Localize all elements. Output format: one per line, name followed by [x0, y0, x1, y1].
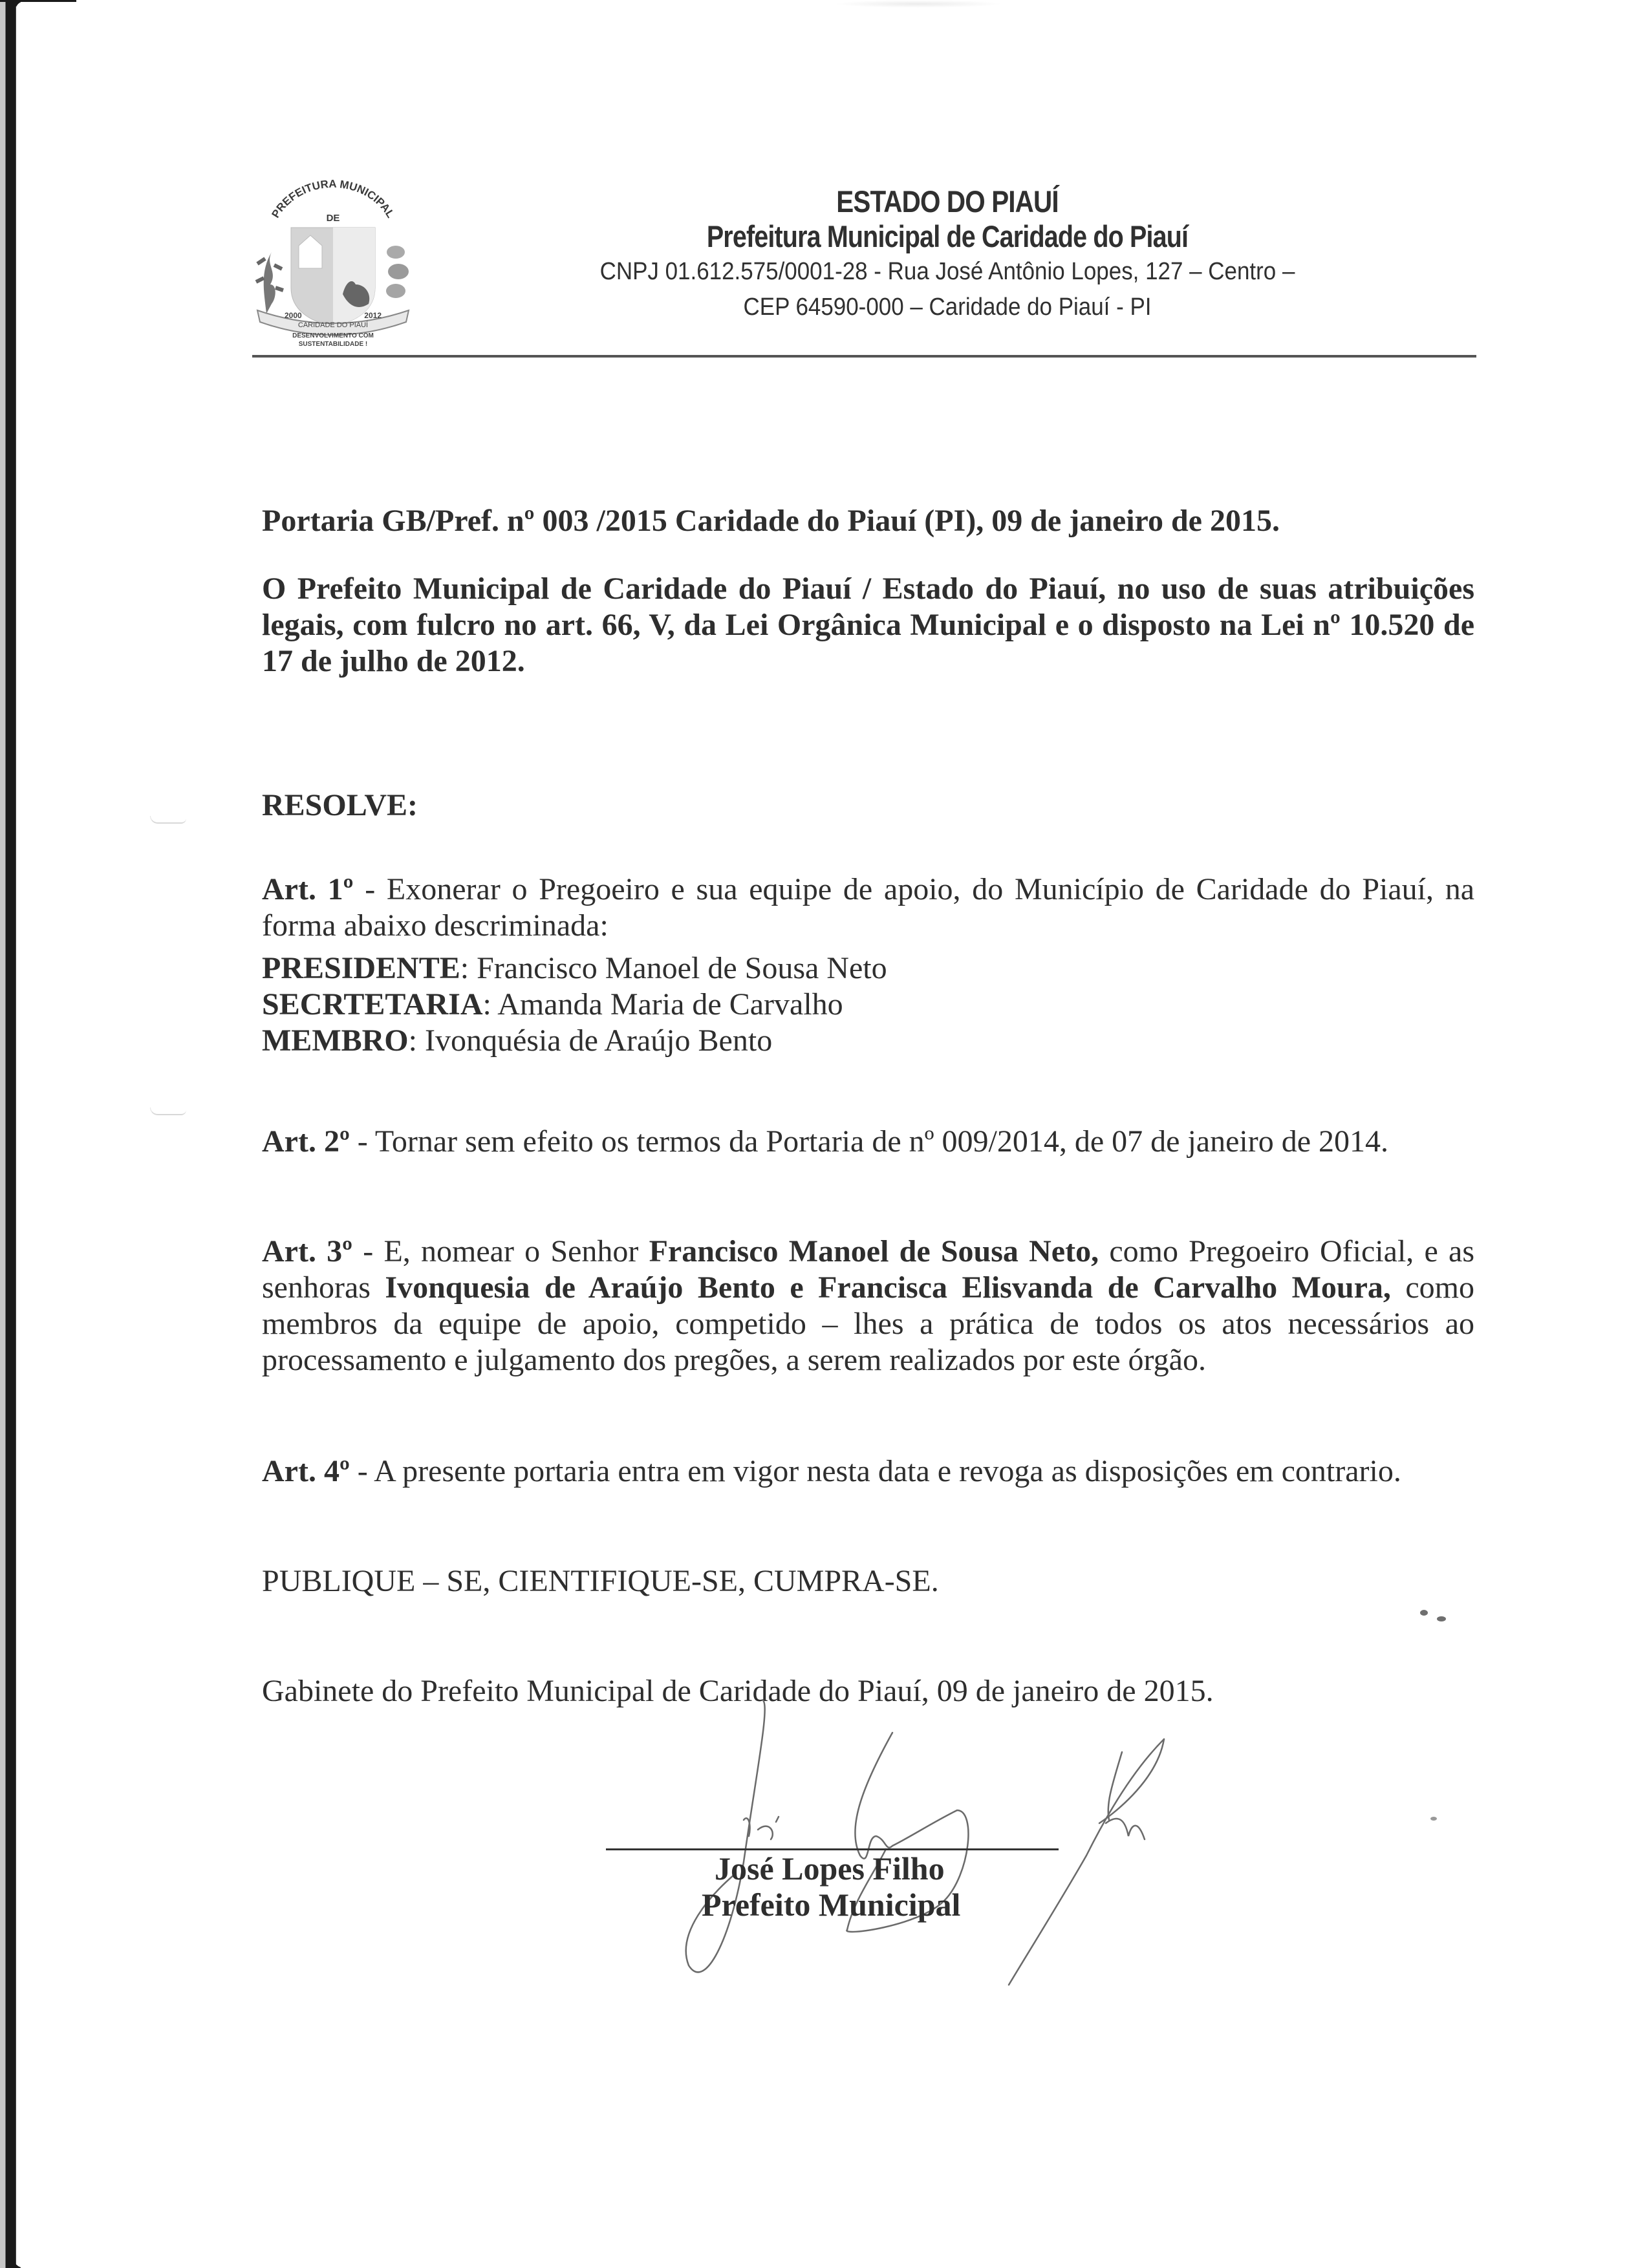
signatory-name: José Lopes Filho — [715, 1850, 945, 1887]
signatory-title: Prefeito Municipal — [702, 1887, 961, 1923]
member-item — [262, 987, 1474, 1023]
ink-speck — [1437, 1616, 1446, 1621]
preamble: O Prefeito Municipal de Caridade do Piauí / Estado do Piauí, no uso de suas atribuições legais, com fulcro no art. 66, V, da Lei Orgânica Municipal e o disposto na Lei nº 10.520 de 17 de julho de 2012. — [262, 572, 1474, 678]
scan-border — [0, 0, 16, 2268]
svg-text:2000: 2000 — [285, 311, 302, 320]
article-text: - Exonerar o Pregoeiro e sua equipe de apoio, do Município de Caridade do Piauí, na forma abaixo descriminada: — [262, 872, 1475, 943]
member-role: PRESIDENTE — [262, 951, 460, 985]
ink-speck — [1430, 1817, 1437, 1821]
logo-plant-left — [264, 252, 275, 314]
member-role: SECRTETARIA — [262, 987, 483, 1022]
scan-corner — [16, 1, 25, 10]
article-text: como membros da equipe de apoio, competido – lhes a prática de todos os atos necessários ao processamento e julgamento dos pregões, a serem realizados por este órgão. — [262, 1270, 1475, 1377]
svg-text:CARIDADE DO PIAUÍ: CARIDADE DO PIAUÍ — [297, 321, 369, 329]
article-text: - A presente portaria entra em vigor nesta data e revoga as disposições em contrario. — [349, 1454, 1401, 1488]
article-2 — [262, 1124, 1474, 1160]
logo-de-text: DE — [326, 213, 340, 224]
article-text: - Tornar sem efeito os termos da Portaria de nº 009/2014, de 07 de janeiro de 2014. — [349, 1124, 1389, 1159]
document-title: Portaria GB/Pref. nº 003 /2015 Caridade do Piauí (PI), 09 de janeiro de 2015. — [262, 504, 1280, 538]
signatory-block — [702, 1850, 960, 1923]
scan-border-top — [0, 0, 76, 2]
punch-mark — [150, 816, 186, 824]
ink-speck — [1420, 1610, 1428, 1616]
appointee-names: Ivonquesia de Araújo Bento e Francisca Elisvanda de Carvalho Moura, — [385, 1270, 1391, 1305]
article-1 — [262, 872, 1474, 944]
article-3 — [262, 1234, 1474, 1378]
letterhead-state: ESTADO DO PIAUÍ — [836, 184, 1059, 219]
member-name: : Francisco Manoel de Sousa Neto — [460, 951, 887, 985]
appointee-name: Francisco Manoel de Sousa Neto, — [649, 1234, 1099, 1268]
member-item — [262, 950, 1474, 987]
publication-order: PUBLIQUE – SE, CIENTIFIQUE-SE, CUMPRA-SE. — [262, 1564, 939, 1598]
article-text: - E, nomear o Senhor — [352, 1234, 649, 1268]
member-name: : Ivonquésia de Araújo Bento — [408, 1023, 773, 1058]
article-text: como Pregoeiro Oficial, e as senhoras — [262, 1234, 1475, 1305]
resolve-heading: RESOLVE: — [262, 788, 418, 822]
scan-smudge — [834, 0, 1002, 8]
header-divider — [252, 355, 1476, 358]
member-role: MEMBRO — [262, 1023, 409, 1058]
svg-text:2012: 2012 — [364, 311, 382, 320]
members-list — [262, 950, 1474, 1059]
letterhead-prefecture: Prefeitura Municipal de Caridade do Piauí — [706, 219, 1189, 253]
article-label: Art. 3º — [262, 1234, 353, 1268]
svg-text:SUSTENTABILIDADE !: SUSTENTABILIDADE ! — [298, 341, 368, 348]
logo-arc-text: PREFEITURA MUNICIPAL — [269, 177, 397, 220]
closing-line: Gabinete do Prefeito Municipal de Caridade do Piauí, 09 de janeiro de 2015. — [262, 1674, 1214, 1708]
letterhead-cep: CEP 64590-000 – Caridade do Piauí - PI — [743, 294, 1152, 321]
letterhead — [414, 184, 1481, 325]
member-name: : Amanda Maria de Carvalho — [482, 987, 843, 1022]
article-label: Art. 4º — [262, 1454, 350, 1488]
article-4 — [262, 1453, 1474, 1490]
member-item — [262, 1023, 1474, 1059]
svg-text:DESENVOLVIMENTO COM: DESENVOLVIMENTO COM — [292, 332, 374, 339]
municipal-coat-of-arms-icon — [246, 175, 420, 349]
article-label: Art. 1º — [262, 872, 354, 906]
letterhead-address: CNPJ 01.612.575/0001-28 - Rua José Antônio Lopes, 127 – Centro – — [599, 258, 1295, 285]
punch-mark — [150, 1107, 186, 1115]
article-label: Art. 2º — [262, 1124, 350, 1159]
